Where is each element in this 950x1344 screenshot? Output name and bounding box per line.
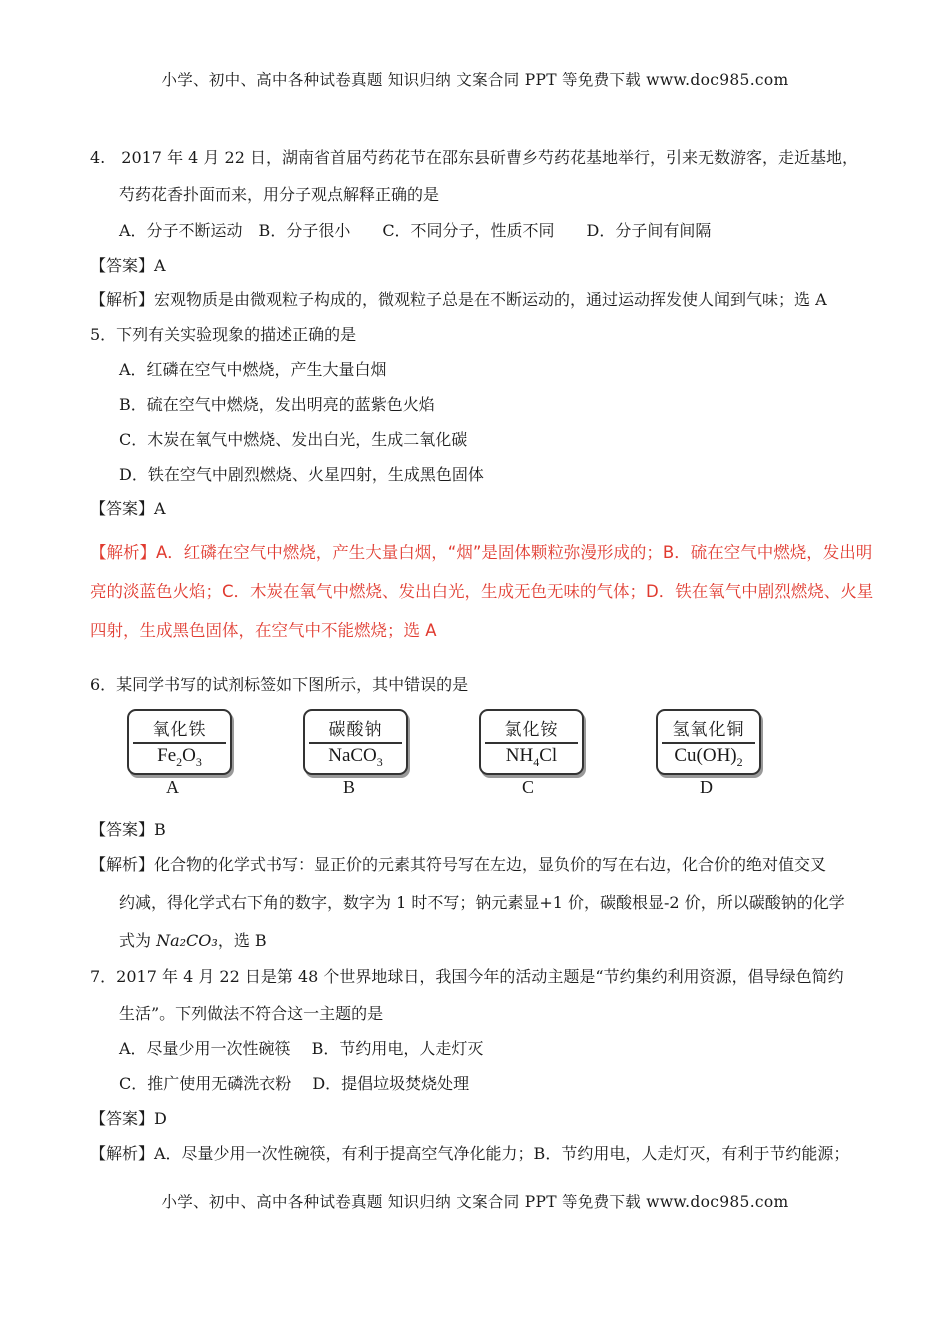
q4-answer: 【答案】A	[90, 256, 166, 275]
q4-options: A．分子不断运动 B．分子很小 C．不同分子，性质不同 D．分子间有间隔	[119, 221, 712, 240]
reagent-formula: NaCO$_3$	[328, 745, 383, 769]
reagent-formula: $NH_4Cl$	[505, 745, 558, 769]
label-letter-b: B	[343, 777, 356, 797]
q4-analysis: 【解析】宏观物质是由微观粒子构成的，微观粒子总是在不断运动的，通过运动挥发使人闻到气味；选 A	[90, 290, 827, 309]
q4-stem-line2: 芍药花香扑面而来，用分子观点解释正确的是	[119, 185, 440, 204]
reagent-label-c	[479, 709, 584, 775]
q5-answer: 【答案】A	[90, 499, 166, 518]
q7-options-line2: C．推广使用无磷洗衣粉 D．提倡垃圾焚烧处理	[119, 1074, 470, 1093]
q6-analysis-suffix: ，选 B	[217, 931, 267, 950]
q6-stem: 6．某同学书写的试剂标签如下图所示，其中错误的是	[90, 675, 469, 694]
reagent-label-d	[656, 709, 761, 775]
reagent-formula: $Cu(OH)_2$	[674, 745, 743, 769]
q7-stem-line1: 7．2017 年 4 月 22 日是第 48 个世界地球日，我国今年的活动主题是“节约集约利用资源，倡导绿色简约	[90, 967, 844, 986]
reagent-formula: $Fe_2O_3$	[157, 745, 202, 769]
page-header: 小学、初中、高中各种试卷真题 知识归纳 文案合同 PPT 等免费下载 www.doc985.com	[161, 71, 789, 89]
q5-option-d: D．铁在空气中剧烈燃烧、火星四射，生成黑色固体	[119, 465, 484, 484]
reagent-label-b	[303, 709, 408, 775]
q7-analysis: 【解析】A．尽量少用一次性碗筷，有利于提高空气净化能力；B．节约用电，人走灯灭，有利于节约能源；	[90, 1144, 850, 1163]
page-footer: 小学、初中、高中各种试卷真题 知识归纳 文案合同 PPT 等免费下载 www.doc985.com	[161, 1193, 789, 1211]
q7-answer: 【答案】D	[90, 1109, 167, 1128]
q6-analysis-formula: Na₂CO₃	[156, 931, 218, 950]
label-letter-d: D	[700, 777, 713, 797]
q4-stem-line1: 4. 2017 年 4 月 22 日，湖南省首届芍药花节在邵东县斫曹乡芍药花基地举行，引来无数游客，走近基地，	[90, 148, 858, 167]
reagent-name: 氯化铵	[504, 720, 559, 740]
q6-answer: 【答案】B	[90, 820, 166, 839]
q6-analysis-prefix: 式为	[119, 931, 157, 950]
q6-analysis-line2: 约减，得化学式右下角的数字，数字为 1 时不写；钠元素显+1 价，碳酸根显-2 价，所以碳酸钠的化学	[119, 893, 845, 912]
label-letter-c: C	[522, 777, 535, 797]
reagent-label-a	[127, 709, 232, 775]
q5-analysis: 【解析】A．红磷在空气中燃烧，产生大量白烟，“烟”是固体颗粒弥漫形成的；B．硫在空气中燃烧，发出明亮的淡蓝色火焰；C．木炭在氧气中燃烧、发出白光，生成无色无味的气体；D．铁在氧气中剧烈燃烧、火星四射，生成黑色固体，在空气中不能燃烧；选 A	[90, 543, 874, 640]
q6-analysis-line3	[119, 931, 267, 951]
q7-options-line1: A．尽量少用一次性碗筷 B．节约用电，人走灯灭	[119, 1039, 484, 1058]
q6-analysis-line1: 【解析】化合物的化学式书写：显正价的元素其符号写在左边，显负价的写在右边，化合价的绝对值交叉	[90, 855, 827, 874]
reagent-name: 氧化铁	[152, 720, 207, 740]
q5-stem: 5．下列有关实验现象的描述正确的是	[90, 325, 357, 344]
q5-option-a: A．红磷在空气中燃烧，产生大量白烟	[119, 360, 387, 379]
q7-stem-line2: 生活”。下列做法不符合这一主题的是	[119, 1004, 384, 1023]
label-letter-a: A	[166, 777, 179, 797]
q5-option-b: B．硫在空气中燃烧，发出明亮的蓝紫色火焰	[119, 395, 435, 414]
reagent-name: 碳酸钠	[328, 720, 383, 740]
reagent-name: 氢氧化铜	[672, 720, 745, 740]
q5-option-c: C．木炭在氧气中燃烧、发出白光，生成二氧化碳	[119, 430, 468, 449]
